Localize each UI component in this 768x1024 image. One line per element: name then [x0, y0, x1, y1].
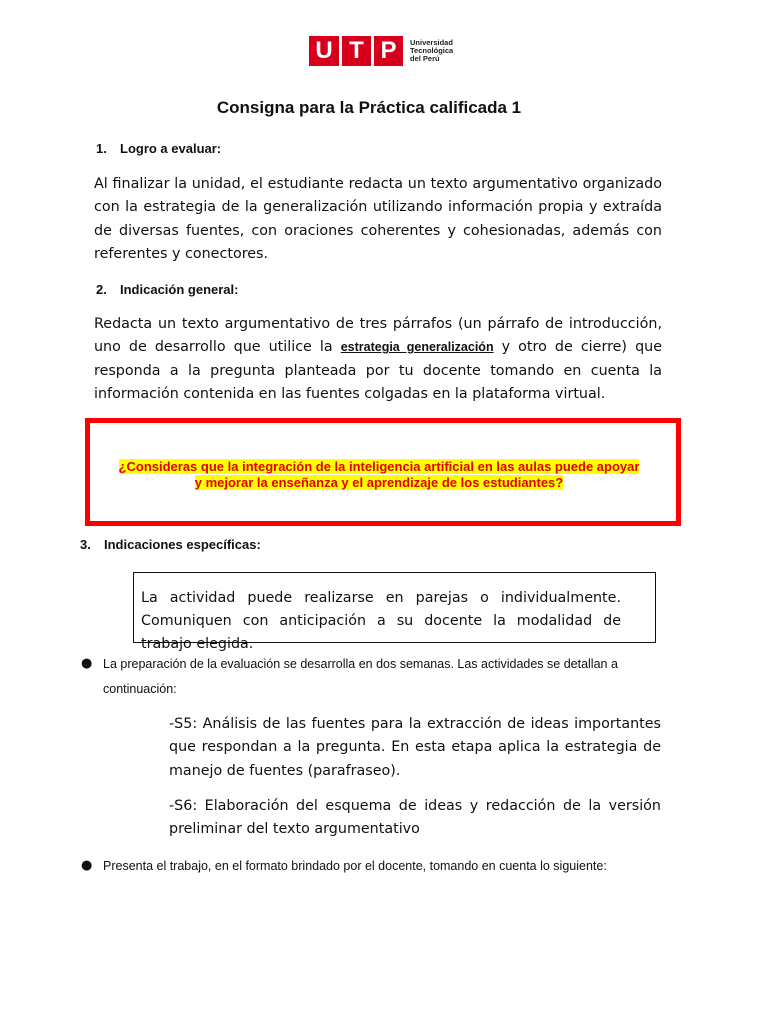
bullet-icon: ●	[81, 656, 93, 671]
activity-s5: -S5: Análisis de las fuentes para la extracción de ideas importantes que respondan a la pregunta. En esta etapa aplica la estrategia de manejo de fuentes (parafraseo).	[169, 716, 661, 779]
logo-wordmark	[410, 39, 453, 63]
section-3-title: Indicaciones específicas:	[104, 537, 261, 552]
bullet-icon: ●	[81, 858, 93, 873]
activity-s6: -S6: Elaboración del esquema de ideas y redacción de la versión preliminar del texto argumentativo	[169, 798, 661, 838]
logo-line-1: Universidad	[410, 38, 453, 47]
section-3-number: 3.	[80, 537, 91, 552]
logo-line-3: del Perú	[410, 54, 440, 63]
section-1-heading	[96, 141, 221, 156]
question-line-2: y mejorar la enseñanza y el aprendizaje de los estudiantes?	[194, 474, 564, 490]
section-2-text-start: Redacta un texto argumentativo de tres párrafos (un párrafo de introducción, uno de desarrollo que utilice la	[94, 316, 662, 356]
logo-line-2: Tecnológica	[410, 46, 454, 55]
section-1-title: Logro a evaluar:	[120, 141, 222, 156]
strategy-emphasis: estrategia generalización	[340, 340, 494, 355]
section-2-number: 2.	[96, 282, 107, 297]
guiding-question	[92, 459, 666, 490]
section-2-text	[94, 313, 662, 406]
section-1-text: Al finalizar la unidad, el estudiante redacta un texto argumentativo organizado con la estrategia de la generalización utilizando información propia y extraída de diversas fuentes, con oraciones coherentes y cohesionadas, además con referentes y conectores.	[94, 176, 662, 262]
bullet-presentation: Presenta el trabajo, en el formato brindado por el docente, tomando en cuenta lo siguiente:	[103, 859, 607, 873]
question-line-1: ¿Consideras que la integración de la inteligencia artificial en las aulas puede apoyar	[118, 459, 640, 474]
utp-logo-mark	[309, 36, 406, 66]
page-title: Consigna para la Práctica calificada 1	[216, 98, 522, 117]
section-2-text-end: y otro de cierre) que responda a la pregunta planteada por tu docente tomando en cuenta la información contenida en las fuentes colgadas en la plataforma virtual.	[94, 339, 663, 402]
modality-note-box	[133, 572, 656, 652]
section-2-title: Indicación general:	[120, 282, 239, 297]
section-1-number: 1.	[96, 141, 107, 156]
section-2-heading	[96, 282, 238, 297]
modality-note: La actividad puede realizarse en parejas o individualmente. Comuniquen con anticipación a su docente la modalidad de trabajo elegida.	[141, 590, 621, 652]
logo-letter-u: U	[309, 36, 339, 66]
logo-letter-p: P	[374, 36, 403, 66]
section-3-heading	[80, 537, 261, 552]
bullet-preparation: La preparación de la evaluación se desarrolla en dos semanas. Las actividades se detallan a continuación:	[103, 657, 618, 696]
utp-logo	[309, 36, 453, 66]
logo-letter-t: T	[342, 36, 371, 66]
